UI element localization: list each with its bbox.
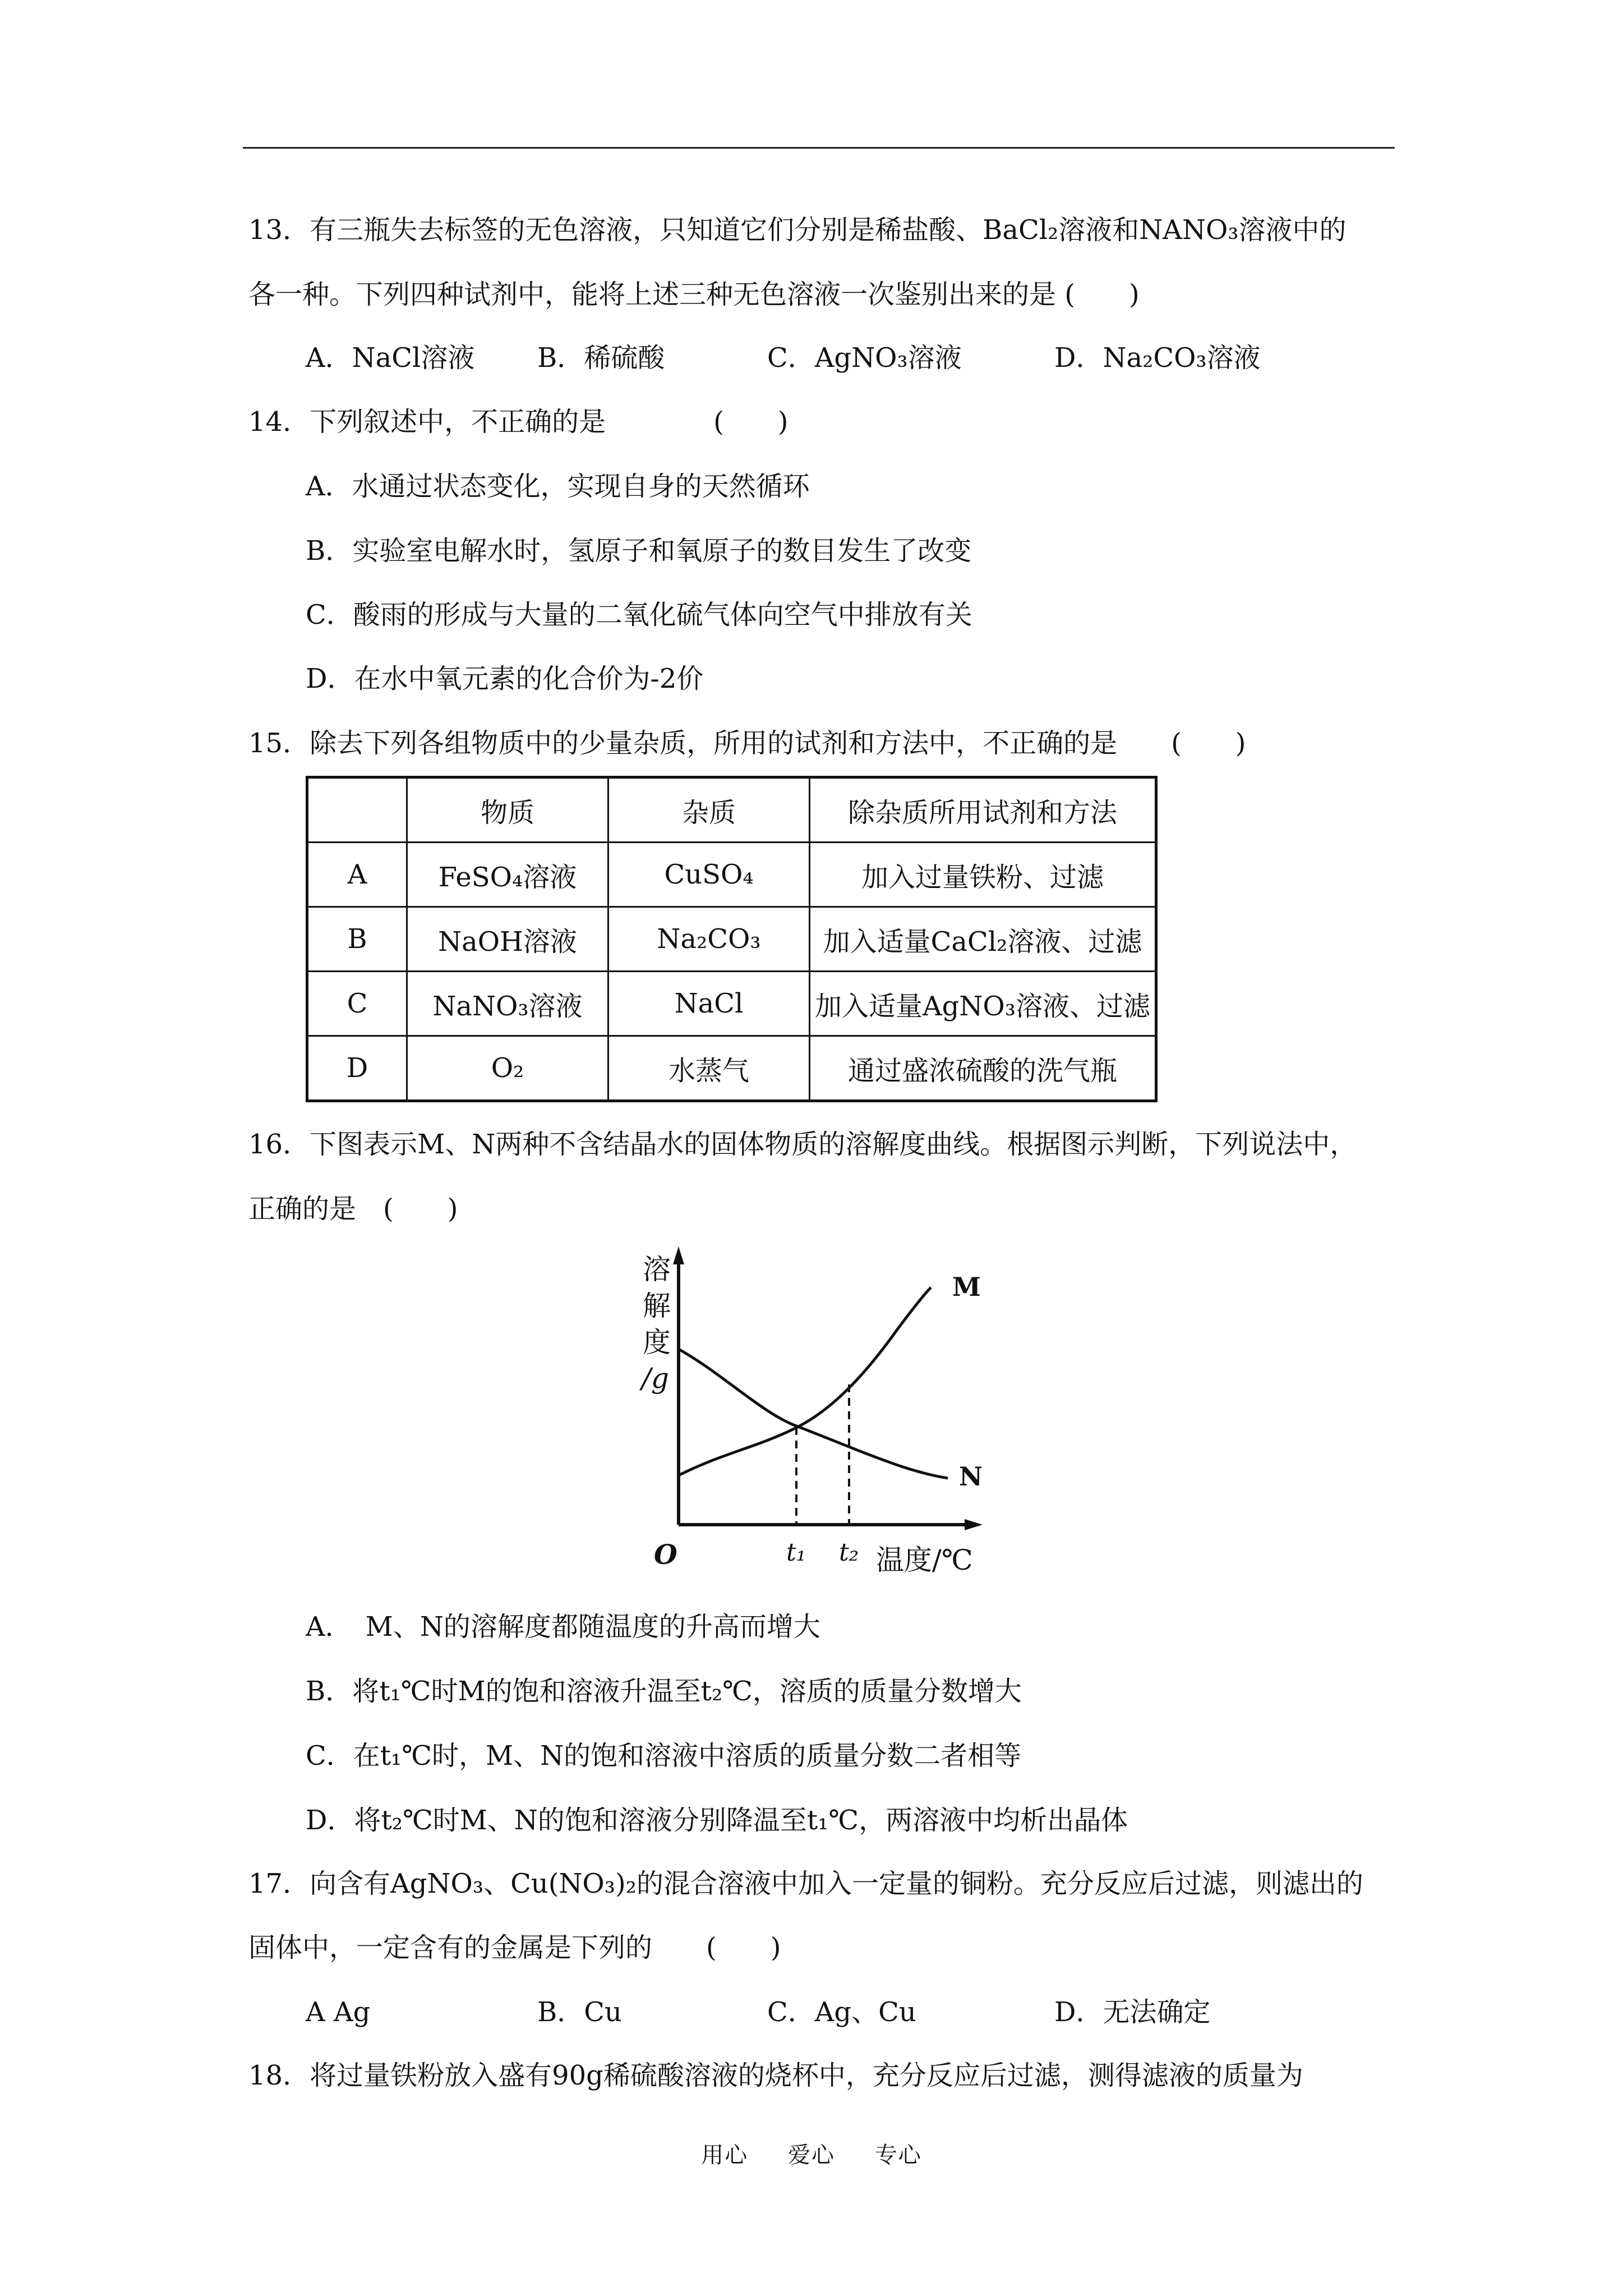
table-cell: FeSO₄溶液 [407, 843, 608, 907]
table-cell: NaNO₃溶液 [407, 972, 608, 1036]
q13-option-c: C．AgNO₃溶液 [767, 342, 962, 374]
table-cell: CuSO₄ [608, 843, 810, 907]
x-axis-label: 温度/℃ [876, 1544, 973, 1576]
footer-text: 用心 [701, 2142, 749, 2168]
footer-text: 专心 [874, 2142, 922, 2168]
q16-option-c: C．在t₁℃时，M、N的饱和溶液中溶质的质量分数二者相等 [306, 1740, 1022, 1772]
table-cell: 加入过量铁粉、过滤 [810, 843, 1156, 907]
q17-line1: 17．向含有AgNO₃、Cu(NO₃)₂的混合溶液中加入一定量的铜粉。充分反应后过滤，则滤出的 [248, 1868, 1363, 1899]
q16-option-d: D．将t₂℃时M、N的饱和溶液分别降温至t₁℃，两溶液中均析出晶体 [306, 1805, 1128, 1836]
q14-option-b: B．实验室电解水时，氢原子和氧原子的数目发生了改变 [306, 535, 972, 567]
q16-line2: 正确的是 ( ) [248, 1193, 458, 1225]
q16-option-b: B．将t₁℃时M的饱和溶液升温至t₂℃，溶质的质量分数增大 [306, 1676, 1022, 1707]
table-header-cell: 物质 [407, 777, 608, 843]
curve-m-label: M [952, 1272, 981, 1302]
table-cell: O₂ [407, 1036, 608, 1101]
t1-label: t₁ [786, 1538, 806, 1567]
table-header-cell: 除杂质所用试剂和方法 [810, 777, 1156, 843]
t2-label: t₂ [839, 1538, 859, 1567]
q15-stem: 15．除去下列各组物质中的少量杂质，所用的试剂和方法中，不正确的是 ( ) [248, 728, 1246, 759]
q17-option-c: C．Ag、Cu [767, 1996, 916, 2028]
page-footer [0, 2137, 1623, 2169]
table-row [307, 972, 1156, 1036]
table-cell: 加入适量AgNO₃溶液、过滤 [810, 972, 1156, 1036]
q16-line1: 16．下图表示M、N两种不含结晶水的固体物质的溶解度曲线。根据图示判断，下列说法中， [248, 1129, 1357, 1160]
table-cell: D [307, 1036, 407, 1101]
table-header-cell: 杂质 [608, 777, 810, 843]
table-row [307, 907, 1156, 972]
table-cell: A [307, 843, 407, 907]
y-axis-label: 解 [643, 1290, 671, 1322]
table-header-cell [307, 777, 407, 843]
table-cell: B [307, 907, 407, 972]
q13-line1: 13．有三瓶失去标签的无色溶液，只知道它们分别是稀盐酸、BaCl₂溶液和NANO₃溶液中的 [248, 214, 1347, 246]
q14-option-d: D．在水中氧元素的化合价为-2价 [306, 663, 704, 694]
y-axis-label: 度 [643, 1326, 671, 1359]
q13-option-b: B．稀硫酸 [537, 342, 665, 374]
footer-text: 爱心 [788, 2142, 835, 2168]
q13-option-a: A．NaCl溶液 [306, 342, 475, 374]
table-header-row [307, 777, 1156, 843]
curve-m [679, 1287, 931, 1475]
q13-option-d: D．Na₂CO₃溶液 [1054, 342, 1261, 374]
q18-line1: 18．将过量铁粉放入盛有90g稀硫酸溶液的烧杯中，充分反应后过滤，测得滤液的质量为 [248, 2060, 1303, 2091]
table-cell: 水蒸气 [608, 1036, 810, 1101]
y-axis-arrow [673, 1246, 684, 1264]
table-cell: 加入适量CaCl₂溶液、过滤 [810, 907, 1156, 972]
y-axis-label: 溶 [643, 1253, 671, 1286]
q14-option-a: A．水通过状态变化，实现自身的天然循环 [306, 471, 810, 502]
table-cell: Na₂CO₃ [608, 907, 810, 972]
q14-option-c: C．酸雨的形成与大量的二氧化硫气体向空气中排放有关 [306, 599, 972, 631]
table-cell: NaOH溶液 [407, 907, 608, 972]
table-cell: C [307, 972, 407, 1036]
solubility-curve-graph [634, 1245, 1015, 1593]
q13-line2: 各一种。下列四种试剂中，能将上述三种无色溶液一次鉴别出来的是 ( ) [248, 279, 1140, 310]
q17-line2: 固体中，一定含有的金属是下列的 ( ) [248, 1932, 781, 1963]
origin-label: O [654, 1539, 677, 1571]
y-axis-label: /g [642, 1362, 669, 1395]
q14-stem: 14．下列叙述中，不正确的是 ( ) [248, 406, 789, 438]
x-axis-arrow [965, 1519, 983, 1530]
curve-n-label: N [959, 1461, 983, 1492]
header-rule [243, 147, 1395, 149]
table-row [307, 843, 1156, 907]
q17-option-a: A Ag [306, 1996, 371, 2028]
table-cell: NaCl [608, 972, 810, 1036]
table-cell: 通过盛浓硫酸的洗气瓶 [810, 1036, 1156, 1101]
q16-option-a: A． M、N的溶解度都随温度的升高而增大 [306, 1611, 820, 1642]
table-row [307, 1036, 1156, 1101]
q15-table [306, 776, 1158, 1102]
q17-option-b: B．Cu [537, 1996, 622, 2028]
q17-option-d: D．无法确定 [1054, 1996, 1211, 2028]
